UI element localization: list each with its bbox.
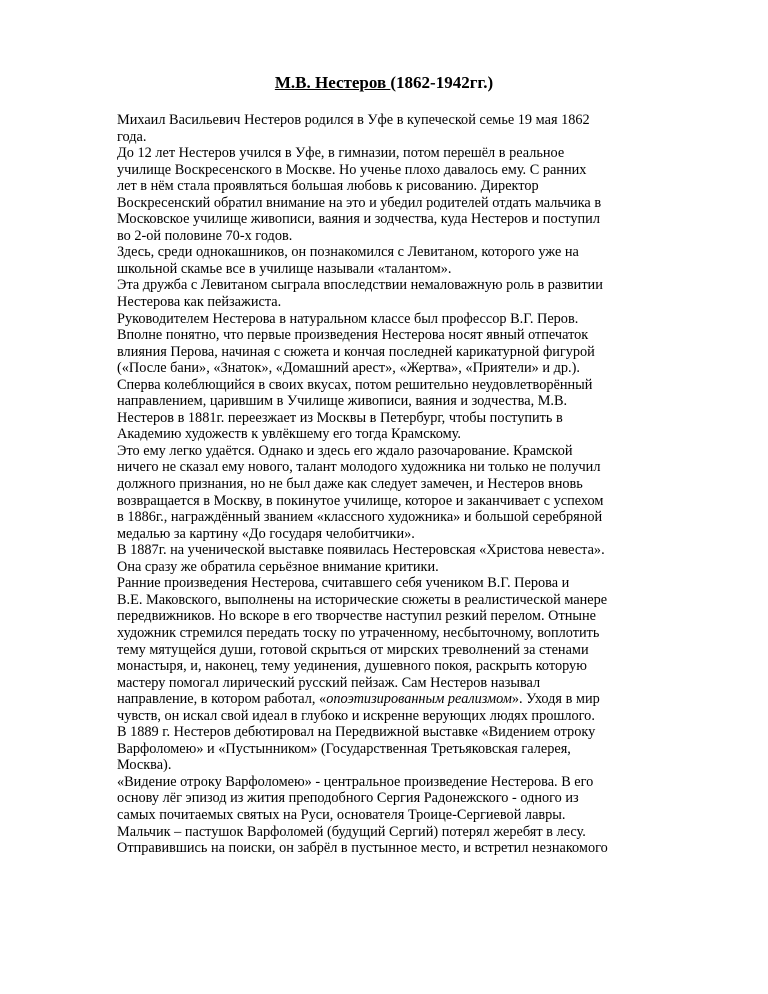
text-line: в 1886г., награждённый званием «классного художника» и большой серебряной — [117, 509, 603, 526]
text-line: В.Е. Маковского, выполнены на исторические сюжеты в реалистической манере — [117, 591, 608, 608]
text-line: медалью за картину «До государя челобитчики». — [117, 525, 415, 542]
text-segment: ». Уходя в мир — [511, 691, 600, 708]
text-line: монастыря, и, наконец, тему уединения, душевного покоя, раскрыть которую — [117, 658, 587, 675]
text-line: лет в нём стала проявляться большая любовь к рисованию. Директор — [117, 178, 539, 195]
text-line: ничего не сказал ему нового, талант молодого художника ни только не получил — [117, 459, 601, 476]
text-line: Воскресенский обратил внимание на это и убедил родителей отдать мальчика в — [117, 194, 602, 211]
text-line: художник стремился передать тоску по утраченному, несбыточному, воплотить — [117, 624, 600, 641]
text-line: Руководителем Нестерова в натуральном классе был профессор В.Г. Перов. — [117, 310, 579, 327]
text-line: передвижников. Но вскоре в его творчестве наступил резкий перелом. Отныне — [117, 608, 596, 625]
text-line: В 1887г. на ученической выставке появилась Нестеровская «Христова невеста». — [117, 542, 605, 559]
text-line: влияния Перова, начиная с сюжета и кончая последней карикатурной фигурой — [117, 343, 595, 360]
text-line-mixed — [117, 691, 677, 708]
text-line: должного признания, но не был даже как следует замечен, и Нестеров вновь — [117, 476, 583, 493]
text-line: чувств, он искал свой идеал в глубоко и искренне верующих людях прошлого. — [117, 707, 595, 724]
text-line: Вполне понятно, что первые произведения Нестерова носят явный отпечаток — [117, 327, 589, 344]
text-line: Сперва колеблющийся в своих вкусах, потом решительно неудовлетворённый — [117, 376, 593, 393]
text-line: возвращается в Москву, в покинутое училище, которое и заканчивает с успехом — [117, 492, 604, 509]
text-line: Здесь, среди однокашников, он познакомился с Левитаном, которого уже на — [117, 244, 579, 261]
text-line: Она сразу же обратила серьёзное внимание критики. — [117, 558, 439, 575]
text-line: До 12 лет Нестеров учился в Уфе, в гимназии, потом перешёл в реальное — [117, 145, 565, 162]
text-line: Это ему легко удаётся. Однако и здесь его ждало разочарование. Крамской — [117, 442, 573, 459]
text-line: училище Воскресенского в Москве. Но ученье плохо давалось ему. С ранних — [117, 161, 587, 178]
italic-phrase: опоэтизированным реализмом — [326, 691, 512, 708]
text-line: мастеру помогал лирический русский пейзаж. Сам Нестеров называл — [117, 674, 541, 691]
title-name: М.В. Нестеров — [274, 73, 391, 92]
text-line: Эта дружба с Левитаном сыграла впоследствии немаловажную роль в развитии — [117, 277, 603, 294]
text-segment: направление, в котором работал, « — [117, 691, 327, 708]
text-line: Москва). — [117, 757, 172, 774]
text-line: тему мятущейся души, готовой скрыться от мирских треволнений за стенами — [117, 641, 589, 658]
text-line: Ранние произведения Нестерова, считавшего себя учеником В.Г. Перова и — [117, 575, 570, 592]
text-line: Нестеров в 1881г. переезжает из Москвы в Петербург, чтобы поступить в — [117, 409, 563, 426]
page-title — [0, 73, 768, 93]
text-line: Отправившись на поиски, он забрёл в пустынное место, и встретил незнакомого — [117, 840, 608, 857]
text-line: года. — [117, 128, 147, 145]
text-line: самых почитаемых святых на Руси, основателя Троице-Сергиевой лавры. — [117, 806, 566, 823]
text-line: направлением, царившим в Училище живописи, ваяния и зодчества, М.В. — [117, 393, 568, 410]
text-line: Михаил Васильевич Нестеров родился в Уфе в купеческой семье 19 мая 1862 — [117, 112, 590, 128]
text-line: Варфоломею» и «Пустынником» (Государственная Третьяковская галерея, — [117, 740, 571, 757]
text-line: Московское училище живописи, ваяния и зодчества, куда Нестеров и поступил — [117, 211, 600, 228]
text-line: («После бани», «Знаток», «Домашний арест», «Жертва», «Приятели» и др.). — [117, 360, 580, 377]
text-line: Мальчик – пастушок Варфоломей (будущий Сергий) потерял жеребят в лесу. — [117, 823, 586, 840]
text-line: основу лёг эпизод из жития преподобного Сергия Радонежского - одного из — [117, 790, 579, 807]
document-body — [117, 112, 677, 857]
text-line: школьной скамье все в училище называли «талантом». — [117, 260, 452, 277]
text-line: Академию художеств к увлёкшему его тогда Крамскому. — [117, 426, 461, 443]
title-years: (1862-1942гг.) — [390, 73, 494, 92]
text-line: Нестерова как пейзажиста. — [117, 294, 282, 311]
text-line: В 1889 г. Нестеров дебютировал на Передвижной выставке «Видением отроку — [117, 724, 596, 741]
text-line: «Видение отроку Варфоломею» - центральное произведение Нестерова. В его — [117, 773, 594, 790]
text-line: во 2-ой половине 70-х годов. — [117, 227, 293, 244]
